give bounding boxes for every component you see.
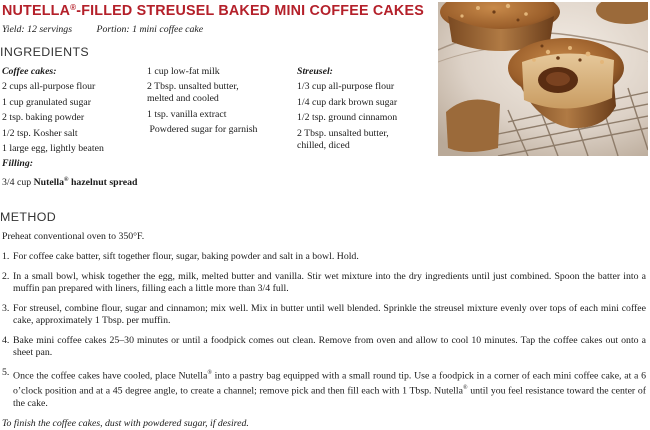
recipe-title: NUTELLA®-FILLED STREUSEL BAKED MINI COFFEE CAKES	[2, 3, 424, 19]
ingredient-item: melted and cooled	[147, 93, 219, 105]
finish-note: To finish the coffee cakes, dust with powdered sugar, if desired.	[2, 417, 249, 429]
ingredient-item: 1 tsp. vanilla extract	[147, 108, 227, 120]
ingredient-item: 2 Tbsp. unsalted butter,	[297, 127, 389, 139]
preheat-step: Preheat conventional oven to 350°F.	[2, 231, 145, 242]
filling-item: 3/4 cup Nutella® hazelnut spread	[2, 176, 138, 188]
ingredient-item: 1 large egg, lightly beaten	[2, 142, 104, 154]
ingredients-col-1	[2, 66, 137, 192]
filling-heading: Filling:	[2, 158, 34, 170]
coffee-cake-photo	[438, 2, 648, 156]
ingredient-item: 2 tsp. baking powder	[2, 112, 85, 124]
streusel-heading: Streusel:	[297, 66, 333, 77]
method-steps	[2, 251, 646, 410]
ingredients-col-3	[297, 66, 397, 155]
method-step: 1. For coffee cake batter, sift together flour, sugar, baking powder and salt in a bowl. Hold.	[2, 251, 359, 262]
ingredient-item: 1/2 tsp. ground cinnamon	[297, 112, 398, 124]
ingredient-item: 1/2 tsp. Kosher salt	[2, 127, 78, 139]
method-heading: METHOD	[0, 210, 57, 224]
portion: Portion: 1 mini coffee cake	[96, 24, 204, 35]
ingredient-item: 1/4 cup dark brown sugar	[297, 96, 398, 108]
yield: Yield: 12 servings	[2, 24, 73, 35]
ingredient-item: 1/3 cup all-purpose flour	[297, 81, 395, 93]
ingredients-col-2	[147, 66, 257, 140]
method-step: 3. For streusel, combine flour, sugar and cinnamon; mix well. Mix in butter until well blended. Sprinkle the streusel mixture evenly over tops of each mini coffee cake, approximately 1 Tbsp. per muffin.	[2, 303, 646, 326]
coffee-cakes-heading: Coffee cakes:	[2, 66, 57, 77]
ingredients-heading: INGREDIENTS	[0, 45, 90, 59]
method-step: 4. Bake mini coffee cakes 25–30 minutes or until a foodpick comes out clean. Remove from oven and allow to cool 10 minutes. Tap the coffee cakes out onto a sheet pan.	[2, 335, 646, 358]
method-step: 5. Once the coffee cakes have cooled, place Nutella® into a pastry bag equipped with a small round tip. Use a foodpick in a corner of each mini coffee cake, at a 6 o’clock position and at a 45 degree angle, to create a channel; remove pick and then fill each with 1 Tbsp. Nutella® until you feel resistance toward the center of the cake.	[2, 367, 646, 409]
method-step: 2. In a small bowl, whisk together the egg, milk, melted butter and vanilla. Stir wet mixture into the dry ingredients until just combined. Spoon the batter into a muffin pan prepared with liners, filling each a little more than 3/4 full.	[2, 271, 646, 294]
ingredient-item: 1 cup low-fat milk	[147, 66, 220, 77]
ingredient-item: 2 cups all-purpose flour	[2, 81, 96, 93]
ingredient-item: 2 Tbsp. unsalted butter,	[147, 81, 239, 93]
recipe-meta	[2, 24, 203, 35]
ingredient-item: chilled, diced	[297, 139, 350, 151]
ingredient-item: Powdered sugar for garnish	[147, 124, 258, 136]
method-body	[2, 231, 646, 430]
ingredient-item: 1 cup granulated sugar	[2, 96, 91, 108]
